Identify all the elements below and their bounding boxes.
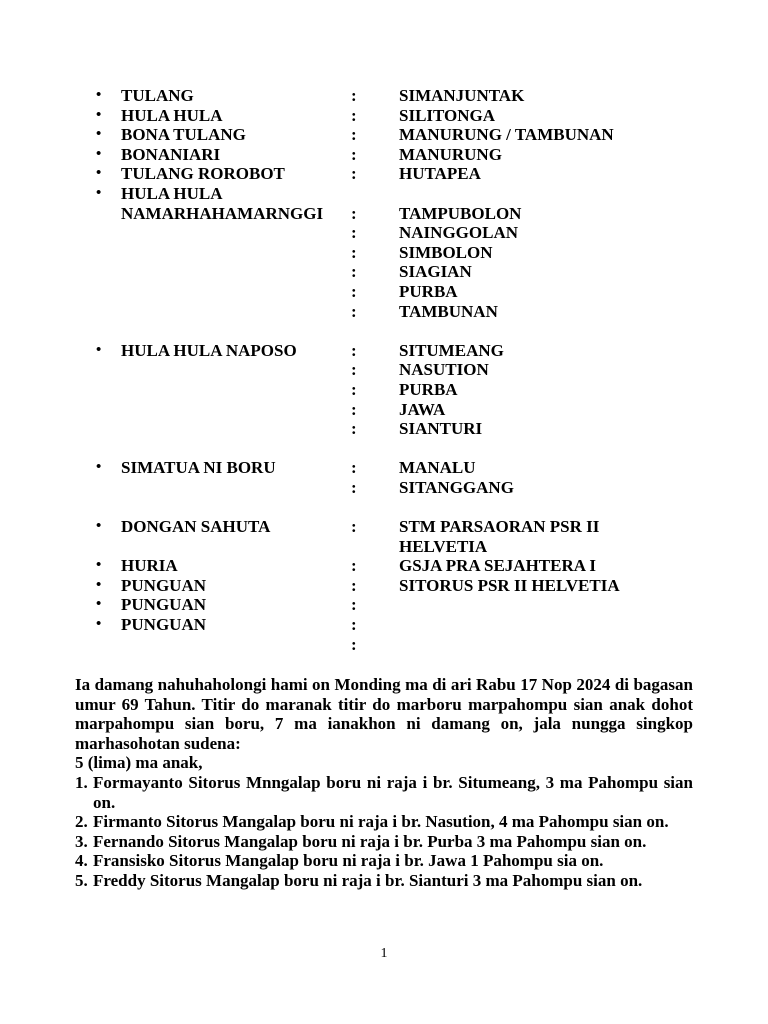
kinship-value: MANALU xyxy=(399,458,476,478)
kinship-row xyxy=(0,164,768,184)
kinship-list xyxy=(0,86,768,654)
kinship-label: HULA HULA xyxy=(121,105,223,125)
kinship-label: DONGAN SAHUTA xyxy=(121,517,271,537)
kinship-value: SITORUS PSR II HELVETIA xyxy=(399,575,620,595)
list-number: 5. xyxy=(75,870,88,890)
kinship-row xyxy=(0,360,768,380)
kinship-colon: : xyxy=(351,105,357,125)
kinship-colon: : xyxy=(351,301,357,321)
list-text: Firmanto Sitorus Mangalap boru ni raja i br. Nasution, 4 ma Pahompu sian on. xyxy=(93,812,669,832)
children-intro: 5 (lima) ma anak, xyxy=(75,753,203,773)
kinship-colon: : xyxy=(351,262,357,282)
list-item xyxy=(75,851,693,871)
kinship-colon: : xyxy=(351,86,357,105)
kinship-row xyxy=(0,86,768,106)
bullet-icon: • xyxy=(96,106,102,123)
kinship-colon: : xyxy=(351,477,357,497)
kinship-row xyxy=(0,204,768,224)
kinship-label: HULA HULA xyxy=(121,183,223,203)
kinship-row xyxy=(0,478,768,498)
kinship-label: PUNGUAN xyxy=(121,595,206,615)
kinship-label: PUNGUAN xyxy=(121,575,206,595)
kinship-value: MANURUNG / TAMBUNAN xyxy=(399,125,614,145)
kinship-row xyxy=(0,282,768,302)
kinship-value: NASUTION xyxy=(399,360,489,380)
spacer-row xyxy=(0,439,768,459)
kinship-value: STM PARSAORAN PSR II xyxy=(399,517,600,537)
list-item xyxy=(75,832,693,852)
kinship-row xyxy=(0,302,768,322)
kinship-colon: : xyxy=(351,615,357,635)
kinship-value: TAMPUBOLON xyxy=(399,203,522,223)
list-text: Fernando Sitorus Mangalap boru ni raja i br. Purba 3 ma Pahompu sian on. xyxy=(93,831,647,851)
kinship-label: TULANG xyxy=(121,86,194,105)
kinship-value: PURBA xyxy=(399,281,458,301)
spacer-row xyxy=(0,321,768,341)
list-text: Fransisko Sitorus Mangalap boru ni raja i br. Jawa 1 Pahompu sia on. xyxy=(93,851,604,871)
kinship-colon: : xyxy=(351,458,357,478)
page-number: 1 xyxy=(380,946,388,961)
kinship-colon: : xyxy=(351,340,357,360)
kinship-colon: : xyxy=(351,125,357,145)
bullet-icon: • xyxy=(96,145,102,162)
list-item xyxy=(75,812,693,832)
bullet-icon: • xyxy=(96,184,102,201)
bullet-icon: • xyxy=(96,518,102,535)
kinship-row xyxy=(0,341,768,361)
kinship-row xyxy=(0,400,768,420)
kinship-row xyxy=(0,223,768,243)
list-number: 1. xyxy=(75,773,88,792)
list-text: Formayanto Sitorus Mnngalap boru ni raja i br. Situmeang, 3 ma Pahompu sian on. xyxy=(93,773,693,812)
kinship-colon: : xyxy=(351,379,357,399)
kinship-label: HURIA xyxy=(121,556,178,576)
bullet-icon: • xyxy=(96,459,102,476)
kinship-value: SITANGGANG xyxy=(399,477,514,497)
kinship-row xyxy=(0,419,768,439)
bullet-icon: • xyxy=(96,87,102,103)
kinship-value: SIANTURI xyxy=(399,419,483,439)
kinship-row xyxy=(0,595,768,615)
kinship-value: HUTAPEA xyxy=(399,164,481,184)
kinship-label: NAMARHAHAMARNGGI xyxy=(121,203,324,223)
paragraph-text: Ia damang nahuhaholongi hami on Monding ma di ari Rabu 17 Nop 2024 di bagasan umur 69 Tahun. Titir do maranak titir do marboru marpahompu sian anak dohot marpahompu sian boru, 7 ma ianakhon ni damang on, jala nungga singkop marhasohotan sudena: xyxy=(75,675,693,753)
kinship-colon: : xyxy=(351,595,357,615)
kinship-colon: : xyxy=(351,419,357,439)
spacer-row xyxy=(0,497,768,517)
kinship-label: SIMATUA NI BORU xyxy=(121,458,276,478)
kinship-row xyxy=(0,537,768,557)
kinship-value: SILITONGA xyxy=(399,105,496,125)
list-item xyxy=(75,871,693,891)
kinship-colon: : xyxy=(351,281,357,301)
kinship-row xyxy=(0,517,768,537)
kinship-value: SITUMEANG xyxy=(399,340,504,360)
kinship-row xyxy=(0,576,768,596)
kinship-row xyxy=(0,380,768,400)
obituary-paragraph xyxy=(75,675,693,773)
list-number: 4. xyxy=(75,851,88,871)
kinship-value: NAINGGOLAN xyxy=(399,223,519,243)
kinship-colon: : xyxy=(351,164,357,184)
kinship-row xyxy=(0,556,768,576)
bullet-icon: • xyxy=(96,616,102,633)
kinship-value: JAWA xyxy=(399,399,446,419)
kinship-row xyxy=(0,262,768,282)
bullet-icon: • xyxy=(96,596,102,613)
kinship-colon: : xyxy=(351,144,357,164)
list-item xyxy=(75,773,693,812)
kinship-value: PURBA xyxy=(399,379,458,399)
kinship-row xyxy=(0,243,768,263)
kinship-colon: : xyxy=(351,575,357,595)
kinship-colon: : xyxy=(351,634,357,654)
kinship-colon: : xyxy=(351,223,357,243)
list-text: Freddy Sitorus Mangalap boru ni raja i br. Sianturi 3 ma Pahompu sian on. xyxy=(93,870,643,890)
kinship-value: SIAGIAN xyxy=(399,262,472,282)
kinship-label: HULA HULA NAPOSO xyxy=(121,340,297,360)
kinship-label: BONANIARI xyxy=(121,144,221,164)
kinship-row xyxy=(0,125,768,145)
kinship-row xyxy=(0,145,768,165)
list-number: 2. xyxy=(75,812,88,832)
kinship-row xyxy=(0,458,768,478)
kinship-value: SIMANJUNTAK xyxy=(399,86,525,105)
bullet-icon: • xyxy=(96,576,102,593)
kinship-colon: : xyxy=(351,360,357,380)
kinship-row xyxy=(0,615,768,635)
kinship-value: HELVETIA xyxy=(399,536,488,556)
kinship-colon: : xyxy=(351,203,357,223)
kinship-value: SIMBOLON xyxy=(399,242,493,262)
kinship-row xyxy=(0,635,768,655)
kinship-label: PUNGUAN xyxy=(121,615,206,635)
kinship-row xyxy=(0,106,768,126)
bullet-icon: • xyxy=(96,126,102,143)
kinship-label: TULANG ROROBOT xyxy=(121,164,285,184)
kinship-label: BONA TULANG xyxy=(121,125,246,145)
kinship-colon: : xyxy=(351,242,357,262)
kinship-colon: : xyxy=(351,399,357,419)
kinship-value: GSJA PRA SEJAHTERA I xyxy=(399,556,596,576)
kinship-colon: : xyxy=(351,517,357,537)
bullet-icon: • xyxy=(96,557,102,574)
kinship-value: MANURUNG xyxy=(399,144,502,164)
children-list xyxy=(75,773,693,891)
kinship-value: TAMBUNAN xyxy=(399,301,498,321)
kinship-colon: : xyxy=(351,556,357,576)
bullet-icon: • xyxy=(96,341,102,358)
kinship-row xyxy=(0,184,768,204)
list-number: 3. xyxy=(75,831,88,851)
bullet-icon: • xyxy=(96,165,102,182)
